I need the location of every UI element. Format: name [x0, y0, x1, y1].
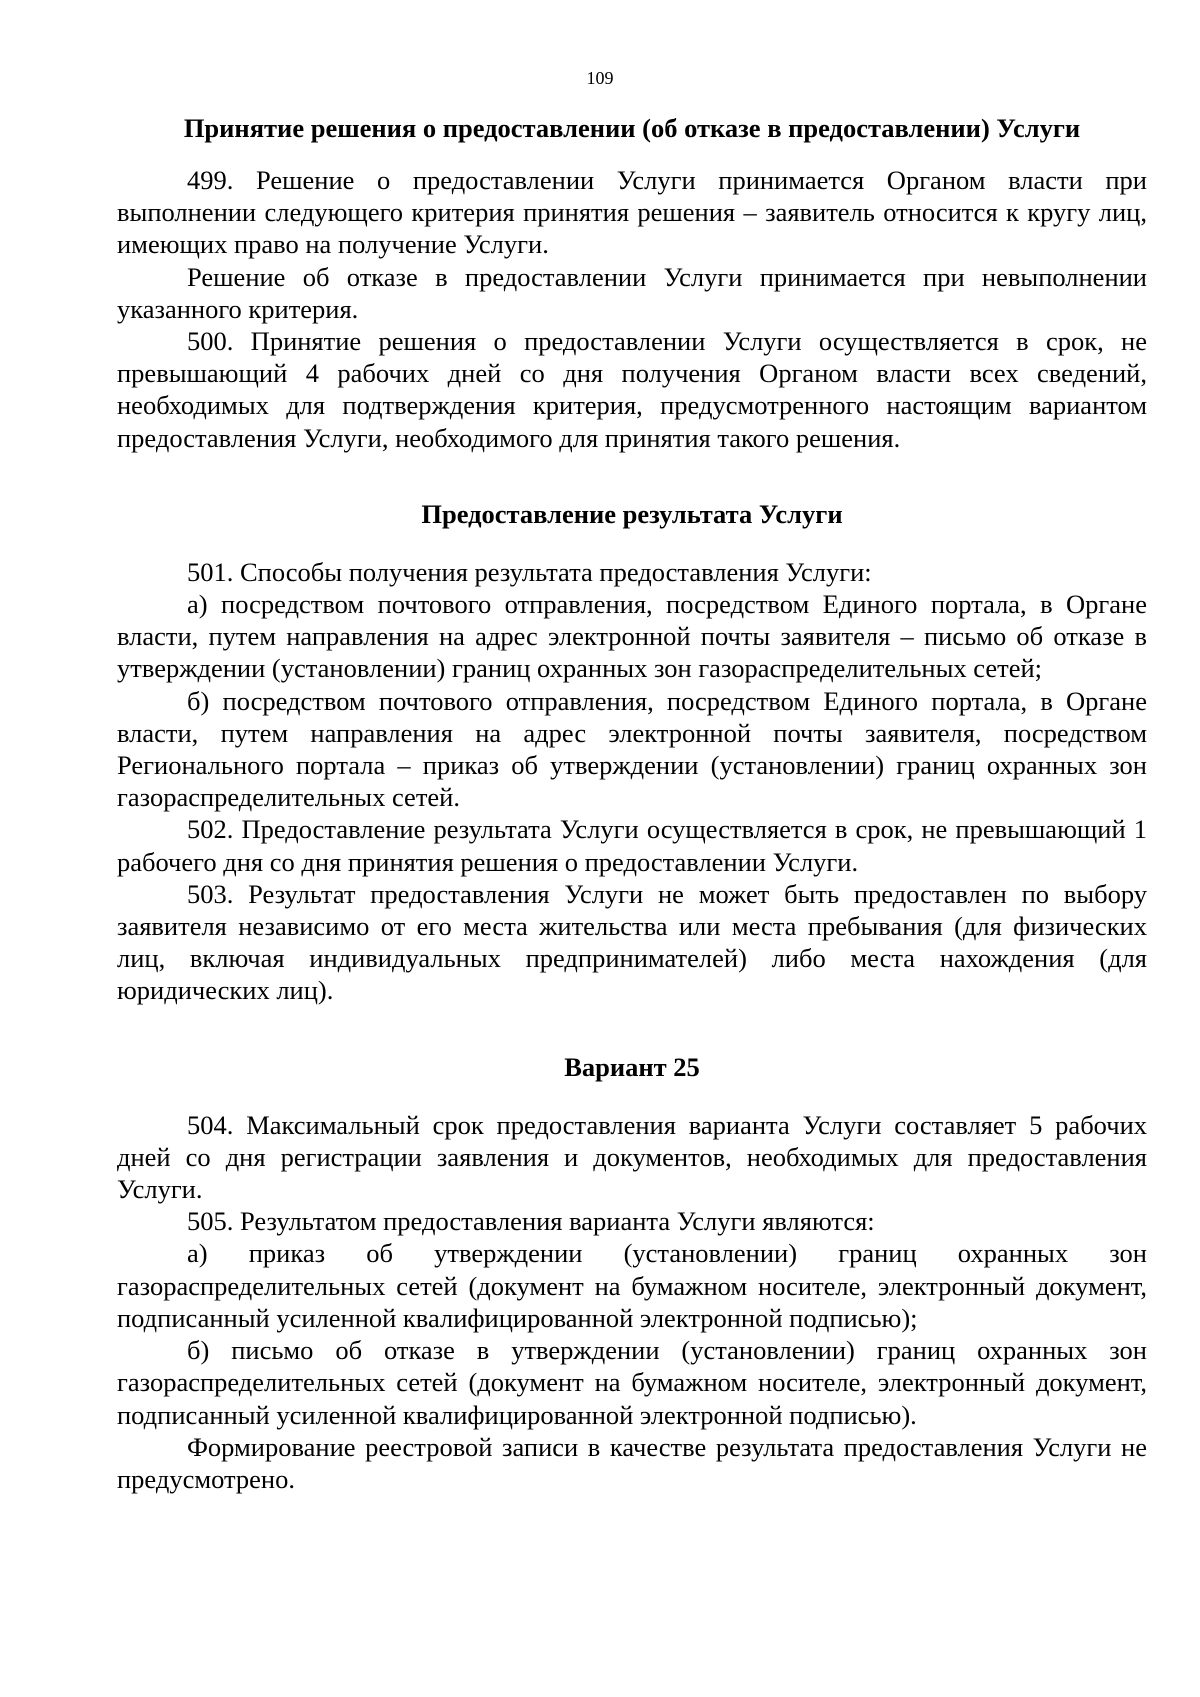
page-number: 109 [586, 68, 614, 88]
paragraph-499: 499. Решение о предоставлении Услуги принимается Органом власти при выполнении следующего критерия принятия решения – заявитель относится к кругу лиц, имеющих право на получение Услуги. [117, 165, 1147, 260]
section-heading-result: Предоставление результата Услуги [421, 498, 843, 529]
paragraph-502: 502. Предоставление результата Услуги осуществляется в срок, не превышающий 1 рабочего дня со дня принятия решения о предоставлении Услуги. [117, 814, 1147, 877]
paragraph-501-b: б) посредством почтового отправления, посредством Единого портала, в Органе власти, путем направления на адрес электронной почты заявителя, посредством Регионального портала – приказ об утверждении (установлении) границ охранных зон газораспределительных сетей. [117, 685, 1147, 813]
paragraph-refusal: Решение об отказе в предоставлении Услуги принимается при невыполнении указанного критерия. [117, 261, 1147, 324]
section-heading-variant: Вариант 25 [564, 1051, 700, 1082]
paragraph-503: 503. Результат предоставления Услуги не может быть предоставлен по выбору заявителя независимо от его места жительства или места пребывания (для физических лиц, включая индивидуальных предпринимателей) либо места нахождения (для юридических лиц). [117, 878, 1147, 1006]
paragraph-505: 505. Результатом предоставления варианта Услуги являются: [187, 1206, 875, 1237]
paragraph-registry-note: Формирование реестровой записи в качестве результата предоставления Услуги не предусмотрено. [117, 1431, 1147, 1494]
paragraph-505-a: а) приказ об утверждении (установлении) границ охранных зон газораспределительных сетей (документ на бумажном носителе, электронный документ, подписанный усиленной квалифицированной электронной подписью); [117, 1238, 1147, 1333]
section-heading-decision: Принятие решения о предоставлении (об отказе в предоставлении) Услуги [183, 113, 1081, 143]
paragraph-505-b: б) письмо об отказе в утверждении (установлении) границ охранных зон газораспределительных сетей (документ на бумажном носителе, электронный документ, подписанный усиленной квалифицированной электронной подписью). [117, 1335, 1147, 1430]
paragraph-500: 500. Принятие решения о предоставлении Услуги осуществляется в срок, не превышающий 4 рабочих дней со дня получения Органом власти всех сведений, необходимых для подтверждения критерия, предусмотренного настоящим вариантом предоставления Услуги, необходимого для принятия такого решения. [117, 326, 1147, 453]
paragraph-501-a: а) посредством почтового отправления, посредством Единого портала, в Органе власти, путем направления на адрес электронной почты заявителя – письмо об отказе в утверждении (установлении) границ охранных зон газораспределительных сетей; [117, 589, 1147, 684]
paragraph-501: 501. Способы получения результата предоставления Услуги: [187, 556, 872, 587]
document-body [117, 112, 1147, 1495]
paragraph-504: 504. Максимальный срок предоставления варианта Услуги составляет 5 рабочих дней со дня регистрации заявления и документов, необходимых для предоставления Услуги. [117, 1109, 1147, 1205]
